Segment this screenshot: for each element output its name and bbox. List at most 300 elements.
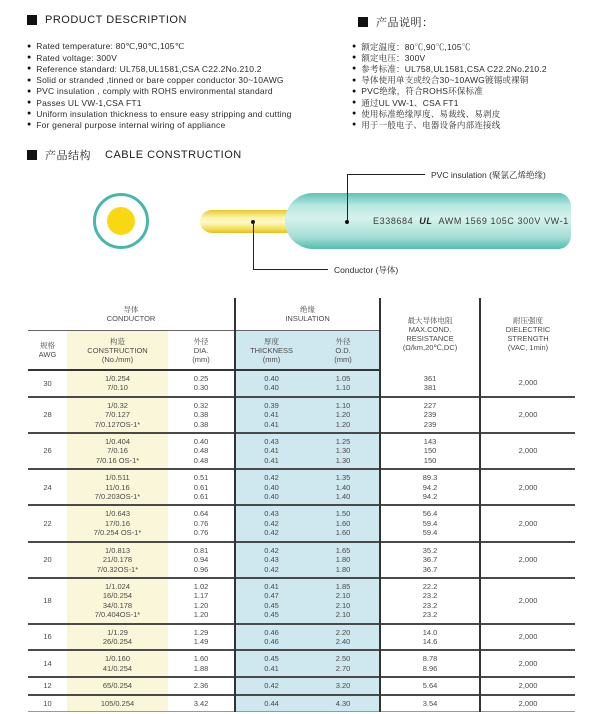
- bullet-text: Solid or stranded ,tinned or bare copper conductor 30~10AWG: [36, 75, 284, 86]
- cell-value: 0.42: [264, 681, 279, 691]
- od-cell: [307, 677, 380, 694]
- bullet-icon: ●: [27, 65, 32, 73]
- leader-dot: [345, 220, 349, 224]
- cell-value: 2.20: [335, 627, 351, 637]
- construction-cell: [67, 578, 168, 624]
- cell-value: 0.42: [264, 564, 279, 574]
- table-row: [28, 397, 575, 433]
- cell-value: 11/0.16: [105, 482, 130, 492]
- cell-value: 3.42: [193, 698, 209, 708]
- dia-cell: [168, 397, 235, 433]
- bullet-text: Reference standard: UL758,UL1581,CSA C22.2No.210.2: [36, 63, 262, 74]
- col-label-en: DIA.: [193, 345, 209, 355]
- dielectric-cell: 2,000: [480, 650, 575, 677]
- cell-value: 1.65: [335, 545, 351, 555]
- bullet-icon: ●: [27, 99, 32, 107]
- od-cell: [307, 433, 380, 469]
- bullet-text: 使用标准绝缘厚度、易裁线、易剥皮: [361, 108, 501, 119]
- cell-value: 0.46: [264, 627, 279, 637]
- col-unit: (mm): [334, 354, 352, 364]
- dia-cell: [168, 542, 235, 578]
- cell-value: 0.40: [193, 437, 209, 447]
- cell-value: 1.30: [335, 455, 351, 465]
- bullet-item: [27, 119, 292, 130]
- cell-value: 0.51: [193, 473, 209, 483]
- cell-value: 0.42: [264, 528, 279, 538]
- group-label-cn: 导体: [123, 305, 139, 314]
- awg-cell: 10: [43, 698, 52, 708]
- cell-value: 1.17: [193, 591, 209, 601]
- construction-cell: [67, 542, 168, 578]
- awg-cell: 22: [43, 518, 52, 528]
- cell-value: 7/0.16 OS-1*: [95, 455, 140, 465]
- cell-value: 59.4: [422, 528, 438, 538]
- col-unit: (mm): [262, 354, 281, 364]
- cell-value: 0.39: [264, 400, 279, 410]
- bullet-item: [352, 52, 547, 63]
- cell-value: 0.42: [264, 545, 279, 555]
- cell-value: 0.48: [193, 446, 209, 456]
- bullet-item: [352, 86, 547, 97]
- cell-value: 1.02: [193, 581, 209, 591]
- dielectric-cell: 2,000: [480, 578, 575, 624]
- col-label-en: MAX.COND.: [408, 325, 452, 334]
- col-label-cn: 耐压强度: [513, 316, 544, 325]
- cell-value: 89.3: [422, 473, 438, 483]
- bullet-item: [352, 108, 547, 119]
- cell-value: 41/0.254: [102, 663, 133, 673]
- cell-value: 2.10: [335, 610, 351, 620]
- table-row: [28, 469, 575, 505]
- cell-value: 0.41: [264, 446, 279, 456]
- thickness-cell: [235, 650, 307, 677]
- od-cell: [307, 650, 380, 677]
- cell-value: 17/0.16: [104, 518, 131, 528]
- construction-cell: [67, 397, 168, 433]
- cell-value: 56.4: [422, 509, 438, 519]
- bullet-text: 导体使用单支或绞合30~10AWG镀锡或裸铜: [361, 75, 529, 86]
- cable-construction-title-en: CABLE CONSTRUCTION: [105, 149, 242, 161]
- construction-cell: [67, 433, 168, 469]
- col-unit: (No./mm): [101, 354, 134, 364]
- cell-value: 0.42: [264, 473, 279, 483]
- bullet-item: [27, 75, 292, 86]
- col-label-cn: 规格: [40, 341, 55, 350]
- dia-cell: [168, 469, 235, 505]
- dia-cell: [168, 695, 235, 712]
- cell-value: 23.2: [422, 591, 438, 601]
- dielectric-cell: 2,000: [480, 397, 575, 433]
- thickness-cell: [235, 624, 307, 651]
- awg-cell: 30: [43, 378, 52, 388]
- cell-value: 1/1.024: [104, 581, 131, 591]
- awg-cell: 18: [43, 596, 52, 606]
- cell-value: 7/0.16: [107, 446, 128, 456]
- cell-value: 0.40: [264, 482, 279, 492]
- cell-value: 1.20: [193, 600, 209, 610]
- bullet-text: 额定温度：80℃,90℃,105℃: [361, 41, 471, 52]
- cell-value: 0.43: [264, 509, 279, 519]
- cell-value: 0.41: [264, 410, 279, 420]
- product-description-list: [27, 41, 292, 131]
- cell-value: 7/0.127OS-1*: [94, 419, 141, 429]
- table-row: [28, 677, 575, 694]
- cell-value: 1.88: [193, 663, 209, 673]
- cell-value: 0.61: [193, 482, 209, 492]
- bullet-icon: ●: [352, 76, 357, 84]
- bullet-icon: ●: [27, 110, 32, 118]
- od-cell: [307, 505, 380, 541]
- table-row: [28, 433, 575, 469]
- cell-value: 34/0.178: [102, 600, 133, 610]
- cell-value: 7/0.254 OS-1*: [93, 528, 142, 538]
- dielectric-cell: 2,000: [480, 695, 575, 712]
- resistance-cell: [380, 505, 480, 541]
- cell-value: 239: [423, 410, 437, 420]
- bullet-icon: ●: [27, 121, 32, 129]
- bullet-item: [27, 63, 292, 74]
- bullet-icon: ●: [27, 43, 32, 51]
- cross-section-conductor: [107, 207, 135, 235]
- dielectric-cell: 2,000: [480, 677, 575, 694]
- cell-value: 1.80: [335, 555, 351, 565]
- cell-value: 1.20: [335, 419, 351, 429]
- cell-value: 23.2: [422, 600, 438, 610]
- thickness-cell: [235, 433, 307, 469]
- product-description-cn-heading: [358, 14, 434, 30]
- col-label-cn: 厚度: [264, 336, 280, 346]
- dia-cell: [168, 677, 235, 694]
- awg-column-header: [28, 331, 67, 371]
- resistance-cell: [380, 433, 480, 469]
- cable-construction-title-cn: 产品结构: [45, 150, 91, 162]
- cell-value: 0.40: [264, 492, 279, 502]
- od-cell: [307, 578, 380, 624]
- thickness-cell: [235, 578, 307, 624]
- product-description-heading: [27, 14, 187, 26]
- section-marker-icon: [358, 17, 368, 27]
- col-label-cn: 构造: [110, 336, 125, 346]
- dia-cell: [168, 370, 235, 397]
- spec-table: [28, 298, 575, 712]
- pvc-insulation-label: PVC insulation (聚氯乙烯绝缘): [431, 170, 546, 180]
- cell-value: 23.2: [422, 610, 438, 620]
- group-label-cn: 绝缘: [300, 305, 316, 314]
- cell-value: 1.50: [335, 509, 351, 519]
- col-unit: (Ω/km,20℃,DC): [402, 343, 458, 352]
- dielectric-cell: 2,000: [480, 433, 575, 469]
- resistance-cell: [380, 397, 480, 433]
- cell-value: 0.40: [264, 374, 279, 383]
- cell-value: 5.64: [422, 681, 438, 691]
- col-label-en2: STRENGTH: [507, 334, 549, 343]
- cell-value: 2.40: [335, 636, 351, 646]
- col-label-en: AWG: [38, 350, 57, 359]
- bullet-item: [352, 41, 547, 52]
- cell-value: 14.0: [422, 627, 438, 637]
- cell-value: 0.48: [193, 455, 209, 465]
- bullet-item: [352, 63, 547, 74]
- cable-print-file-number: E338684: [373, 216, 414, 226]
- cell-value: 1.85: [335, 581, 351, 591]
- product-description-cn-title: 产品说明：: [376, 17, 434, 29]
- od-cell: [307, 397, 380, 433]
- cell-value: 1.29: [193, 627, 209, 637]
- bullet-item: [27, 86, 292, 97]
- awg-cell: 20: [43, 555, 52, 565]
- bullet-item: [27, 41, 292, 52]
- bullet-item: [27, 108, 292, 119]
- od-cell: [307, 370, 380, 397]
- bullet-icon: ●: [352, 43, 357, 51]
- table-row: [28, 542, 575, 578]
- table-row: [28, 505, 575, 541]
- resistance-cell: [380, 578, 480, 624]
- col-label-en: O.D.: [335, 345, 351, 355]
- col-label-en: DIELECTRIC: [505, 325, 551, 334]
- thickness-cell: [235, 397, 307, 433]
- cell-value: 0.40: [264, 383, 279, 393]
- cell-value: 150: [423, 455, 437, 465]
- awg-cell: 24: [43, 482, 52, 492]
- cell-value: 361: [423, 373, 437, 383]
- cell-value: 36.7: [422, 555, 438, 565]
- awg-cell: 26: [43, 446, 52, 456]
- bullet-text: 额定电压：300V: [361, 52, 426, 63]
- bullet-text: 通过UL VW-1、CSA FT1: [361, 97, 459, 108]
- cell-value: 0.41: [264, 419, 279, 429]
- cell-value: 22.2: [422, 581, 438, 591]
- cell-value: 0.38: [193, 419, 209, 429]
- dielectric-column-header: [480, 298, 575, 370]
- awg-cell: 28: [43, 410, 52, 420]
- cell-value: 0.38: [193, 410, 209, 420]
- cell-value: 227: [423, 400, 437, 410]
- section-marker-icon: [27, 15, 37, 25]
- table-row: [28, 695, 575, 712]
- cell-value: 0.43: [264, 555, 279, 565]
- col-unit: (mm): [192, 354, 210, 364]
- bullet-text: PVC绝缘，符合ROHS环保标准: [361, 86, 483, 97]
- cell-value: 3.20: [335, 681, 351, 691]
- od-cell: [307, 469, 380, 505]
- dia-cell: [168, 650, 235, 677]
- bullet-icon: ●: [352, 65, 357, 73]
- bullet-item: [27, 97, 292, 108]
- col-label-cn: 外径: [335, 336, 351, 346]
- cell-value: 0.45: [264, 610, 279, 620]
- awg-cell: 14: [43, 659, 52, 669]
- cable-print: [373, 216, 569, 226]
- od-column-header: [307, 331, 380, 371]
- cell-value: 8.78: [422, 654, 438, 664]
- resistance-column-header: [380, 298, 480, 370]
- cell-value: 7/0.203OS-1*: [94, 492, 141, 502]
- cell-value: 0.43: [264, 437, 279, 447]
- bullet-item: [352, 75, 547, 86]
- product-description-cn-list: [352, 41, 547, 131]
- thickness-column-header: [235, 331, 307, 371]
- cell-value: 1/0.404: [104, 437, 131, 447]
- cross-section-diagram: [93, 193, 149, 249]
- dia-cell: [168, 578, 235, 624]
- cell-value: 0.47: [264, 591, 279, 601]
- cell-value: 1.40: [335, 492, 351, 502]
- cell-value: 1.49: [193, 636, 209, 646]
- construction-cell: [67, 624, 168, 651]
- cell-value: 0.44: [264, 698, 279, 708]
- insulation-group-header: [235, 298, 380, 331]
- bullet-text: 用于一般电子、电器设备内部连接线: [361, 119, 501, 130]
- section-marker-icon: [27, 150, 37, 160]
- thickness-cell: [235, 505, 307, 541]
- cell-value: 105/0.254: [100, 698, 135, 708]
- cell-value: 65/0.254: [102, 681, 133, 691]
- cell-value: 0.76: [193, 518, 209, 528]
- cell-value: 1.35: [335, 473, 351, 483]
- cell-value: 1/0.32: [107, 400, 128, 410]
- leader-line: [347, 174, 348, 222]
- bullet-text: Uniform insulation thickness to ensure easy stripping and cutting: [36, 108, 292, 119]
- insulation-body: [285, 193, 571, 249]
- cell-value: 94.2: [422, 492, 438, 502]
- cell-value: 1/0.813: [104, 545, 131, 555]
- cell-value: 0.46: [264, 636, 279, 646]
- resistance-cell: [380, 650, 480, 677]
- bullet-icon: ●: [352, 54, 357, 62]
- bullet-text: 参考标准：UL758,UL1581,CSA C22.2No.210.2: [361, 63, 547, 74]
- cell-value: 1/1.29: [107, 627, 128, 637]
- thickness-cell: [235, 695, 307, 712]
- cell-value: 1.30: [335, 446, 351, 456]
- col-label-cn: 外径: [193, 336, 209, 346]
- construction-cell: [67, 677, 168, 694]
- dia-cell: [168, 505, 235, 541]
- bullet-icon: ●: [352, 110, 357, 118]
- col-label-en: THICKNESS: [250, 345, 293, 355]
- table-row: [28, 578, 575, 624]
- resistance-cell: [380, 695, 480, 712]
- table-row: [28, 624, 575, 651]
- cell-value: 0.76: [193, 528, 209, 538]
- resistance-cell: [380, 469, 480, 505]
- cell-value: 1.40: [335, 482, 351, 492]
- cell-value: 1.05: [335, 374, 351, 383]
- construction-cell: [67, 695, 168, 712]
- col-label-en: CONSTRUCTION: [87, 345, 148, 355]
- cell-value: 0.32: [193, 400, 209, 410]
- cell-value: 7/0.404OS-1*: [94, 610, 141, 620]
- dielectric-cell: 2,000: [480, 624, 575, 651]
- cell-value: 0.45: [264, 600, 279, 610]
- cell-value: 26/0.254: [102, 636, 133, 646]
- dia-cell: [168, 624, 235, 651]
- construction-column-header: [67, 331, 168, 371]
- cell-value: 1.25: [335, 437, 351, 447]
- spec-table-body: [28, 370, 575, 711]
- resistance-cell: [380, 624, 480, 651]
- construction-cell: [67, 650, 168, 677]
- col-unit: (VAC, 1min): [507, 343, 549, 352]
- awg-cell: 16: [43, 632, 52, 642]
- construction-cell: [67, 370, 168, 397]
- ul-logo-icon: UL: [419, 216, 433, 226]
- product-description-title: PRODUCT DESCRIPTION: [45, 14, 187, 26]
- bullet-text: For general purpose internal wiring of appliance: [36, 119, 226, 130]
- conductor-label: Conductor (导体): [334, 265, 399, 275]
- cell-value: 0.61: [193, 492, 209, 502]
- cell-value: 16/0.254: [102, 591, 133, 601]
- cell-value: 0.96: [193, 564, 209, 574]
- cell-value: 0.45: [264, 654, 279, 664]
- cell-value: 1.20: [335, 410, 351, 420]
- bullet-text: PVC insulation , comply with ROHS environmental standard: [36, 86, 273, 97]
- cell-value: 2.10: [335, 591, 351, 601]
- conductor-group-header: [28, 298, 235, 331]
- cell-value: 1.20: [193, 610, 209, 620]
- cell-value: 1.60: [193, 654, 209, 664]
- od-cell: [307, 695, 380, 712]
- construction-cell: [67, 469, 168, 505]
- thickness-cell: [235, 677, 307, 694]
- cell-value: 0.41: [264, 663, 279, 673]
- thickness-cell: [235, 469, 307, 505]
- cell-value: 2.36: [193, 681, 209, 691]
- cell-value: 0.42: [264, 518, 279, 528]
- table-group-header-row: [28, 298, 575, 331]
- dielectric-cell: 2,000: [480, 505, 575, 541]
- cell-value: 1.10: [335, 383, 351, 393]
- cell-value: 2.50: [335, 654, 351, 664]
- dielectric-cell: 2,000: [480, 469, 575, 505]
- cable-print-rating: AWM 1569 105C 300V VW-1: [438, 216, 569, 226]
- cell-value: 4.30: [335, 698, 351, 708]
- table-row: [28, 650, 575, 677]
- cell-value: 3.54: [422, 698, 438, 708]
- resistance-cell: [380, 370, 480, 397]
- cell-value: 0.30: [193, 383, 209, 393]
- bullet-icon: ●: [27, 87, 32, 95]
- dia-cell: [168, 433, 235, 469]
- cell-value: 1.60: [335, 528, 351, 538]
- bullet-icon: ●: [352, 121, 357, 129]
- cell-value: 239: [423, 419, 437, 429]
- dielectric-cell: 2,000: [480, 542, 575, 578]
- od-cell: [307, 624, 380, 651]
- col-label-cn: 最大导体电阻: [407, 316, 453, 325]
- cell-value: 7/0.32OS-1*: [96, 564, 139, 574]
- bullet-text: Rated voltage: 300V: [36, 52, 118, 63]
- bullet-icon: ●: [352, 87, 357, 95]
- construction-cell: [67, 505, 168, 541]
- cell-value: 0.94: [193, 555, 209, 565]
- cell-value: 1/0.254: [104, 374, 131, 383]
- group-label-en: INSULATION: [285, 314, 330, 323]
- cell-value: 7/0.127: [104, 410, 131, 420]
- cell-value: 0.81: [193, 545, 209, 555]
- cell-value: 36.7: [422, 564, 438, 574]
- cell-value: 2.10: [335, 600, 351, 610]
- cell-value: 2.70: [335, 663, 351, 673]
- cell-value: 1/0.643: [104, 509, 131, 519]
- dielectric-cell: 2,000: [480, 370, 575, 397]
- leader-line: [347, 174, 425, 175]
- bullet-text: Rated temperature: 80℃,90℃,105℃: [36, 41, 185, 52]
- cell-value: 0.41: [264, 455, 279, 465]
- table-row: [28, 370, 575, 397]
- cell-value: 381: [423, 382, 437, 392]
- cell-value: 1/0.160: [104, 654, 131, 664]
